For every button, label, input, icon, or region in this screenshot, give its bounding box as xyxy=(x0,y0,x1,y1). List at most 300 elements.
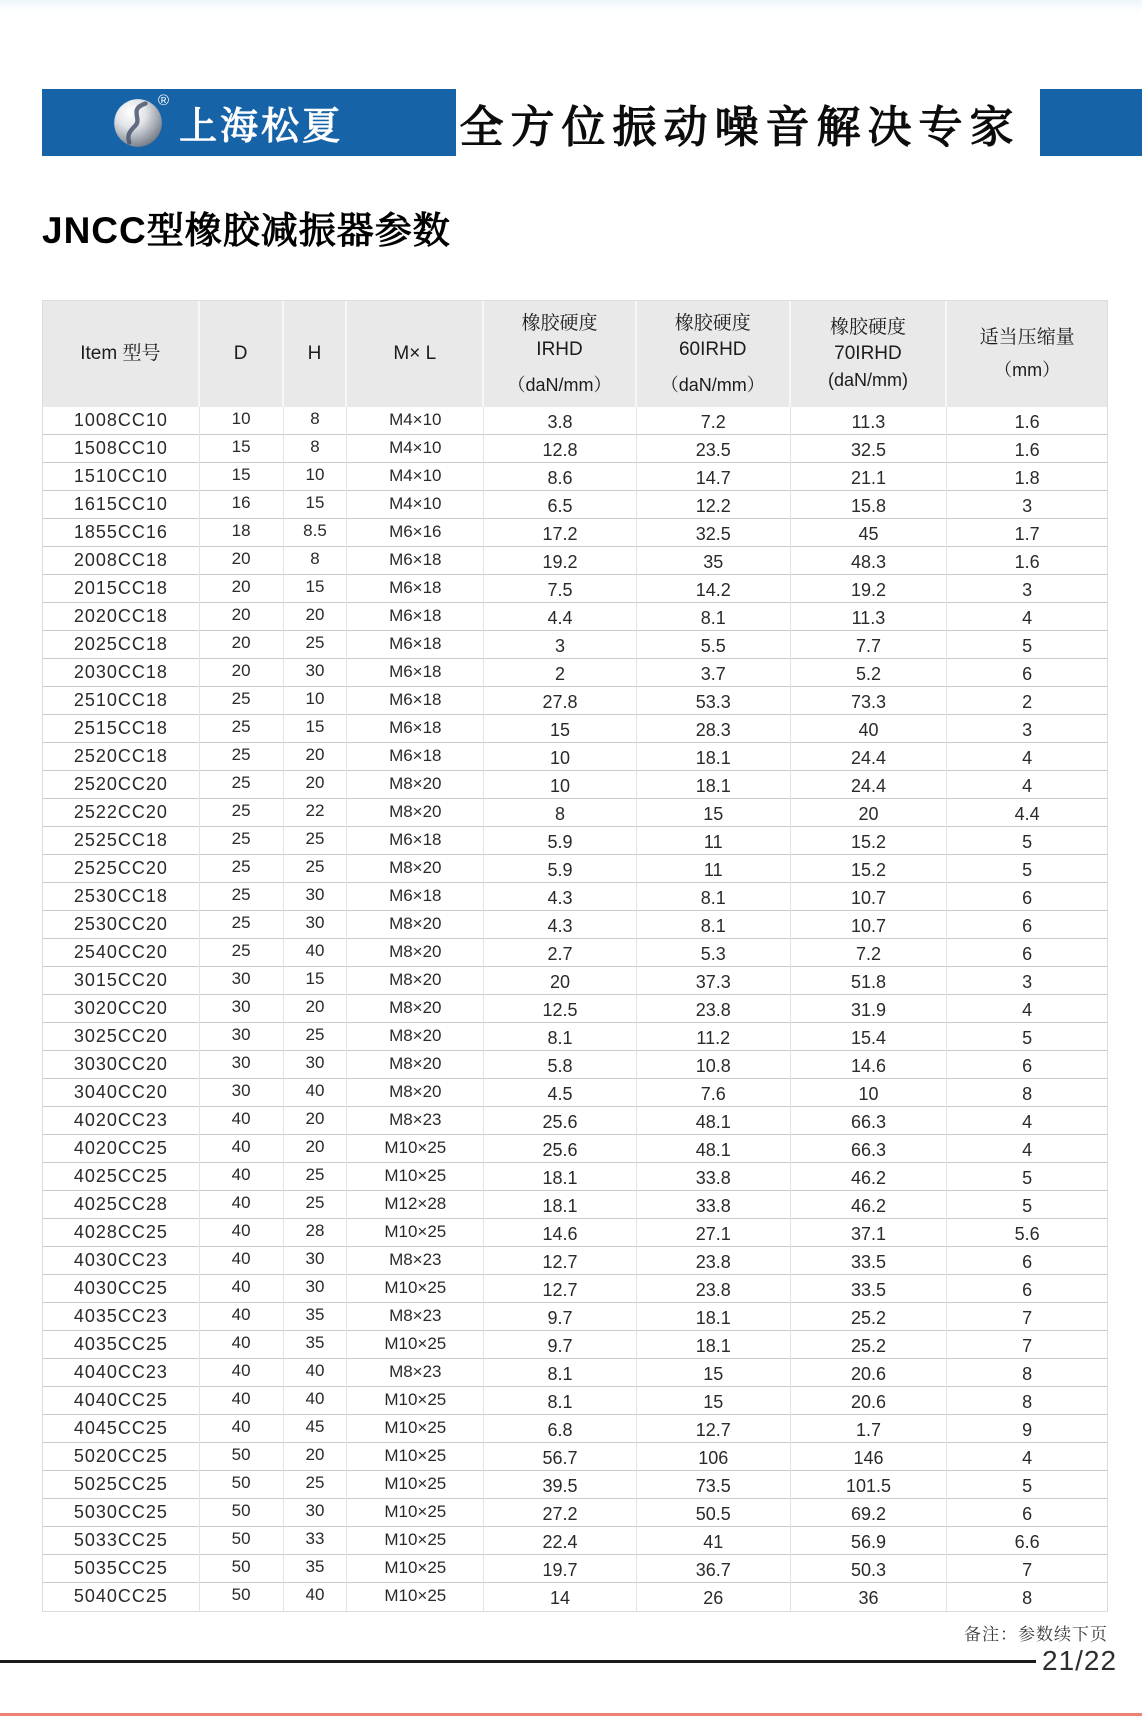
table-cell: 10.7 xyxy=(791,883,948,911)
table-row xyxy=(43,1107,1107,1135)
table-cell: M8×20 xyxy=(347,799,484,827)
table-cell: 25 xyxy=(200,911,284,939)
table-row xyxy=(43,603,1107,631)
table-cell: 40 xyxy=(200,1387,284,1415)
table-cell: 22.4 xyxy=(484,1527,637,1555)
table-cell: 40 xyxy=(284,1387,348,1415)
table-body xyxy=(43,407,1107,1611)
table-cell: 8 xyxy=(1022,1392,1033,1412)
table-cell: 20 xyxy=(200,631,284,659)
table-cell: 14.6 xyxy=(791,1051,948,1079)
table-cell: 30 xyxy=(200,967,284,995)
table-cell: 3025CC20 xyxy=(43,1023,200,1051)
table-cell: 15 xyxy=(284,575,348,603)
header-right-accent-block xyxy=(1040,89,1142,156)
table-cell: 8 xyxy=(284,435,348,463)
table-cell: 15.8 xyxy=(791,491,948,519)
table-cell: 4040CC25 xyxy=(43,1387,200,1415)
table-cell: M8×20 xyxy=(347,771,484,799)
table-cell: 5 xyxy=(1022,832,1033,852)
table-cell: 27.2 xyxy=(484,1499,637,1527)
table-cell: 20 xyxy=(200,575,284,603)
table-cell: 23.8 xyxy=(637,1247,791,1275)
table-cell: 30 xyxy=(284,1247,348,1275)
table-cell: 46.2 xyxy=(791,1191,948,1219)
table-cell: 33.8 xyxy=(637,1191,791,1219)
table-row xyxy=(43,1163,1107,1191)
table-cell: 2525CC20 xyxy=(43,855,200,883)
table-cell: 25 xyxy=(284,1471,348,1499)
table-cell: 4020CC23 xyxy=(43,1107,200,1135)
table-cell: 11 xyxy=(637,827,791,855)
table-cell: 5.8 xyxy=(484,1051,637,1079)
table-cell: 3 xyxy=(1022,580,1033,600)
table-cell: 40 xyxy=(284,1583,348,1611)
table-cell: 20 xyxy=(200,659,284,687)
table-cell: 40 xyxy=(284,1079,348,1107)
table-cell: 11.3 xyxy=(791,407,948,435)
table-cell: 22 xyxy=(284,799,348,827)
table-cell: 30 xyxy=(284,911,348,939)
table-cell: 4035CC25 xyxy=(43,1331,200,1359)
table-cell: 15 xyxy=(637,799,791,827)
table-cell: 40 xyxy=(200,1135,284,1163)
table-cell: 5 xyxy=(1022,1196,1033,1216)
table-cell: 32.5 xyxy=(637,519,791,547)
table-cell: 16 xyxy=(200,491,284,519)
table-cell: 2520CC18 xyxy=(43,743,200,771)
table-row xyxy=(43,1387,1107,1415)
table-cell: M8×23 xyxy=(347,1303,484,1331)
table-row xyxy=(43,1135,1107,1163)
table-cell: 5033CC25 xyxy=(43,1527,200,1555)
table-cell: 5.6 xyxy=(1014,1224,1040,1244)
table-cell: 27.1 xyxy=(637,1219,791,1247)
table-cell: 15 xyxy=(284,715,348,743)
table-cell: 40 xyxy=(200,1303,284,1331)
table-cell: 3015CC20 xyxy=(43,967,200,995)
table-cell: 12.7 xyxy=(484,1275,637,1303)
table-cell: 28.3 xyxy=(637,715,791,743)
table-cell: 7.5 xyxy=(484,575,637,603)
table-cell: 3 xyxy=(1022,720,1033,740)
table-cell: 10.7 xyxy=(791,911,948,939)
table-cell: 6 xyxy=(1022,664,1033,684)
table-cell: 25 xyxy=(200,939,284,967)
table-cell: 4 xyxy=(1022,1140,1033,1160)
table-cell: 20 xyxy=(200,547,284,575)
table-cell: 41 xyxy=(637,1527,791,1555)
table-cell: 7 xyxy=(1022,1308,1033,1328)
table-cell: 2522CC20 xyxy=(43,799,200,827)
table-cell: 20 xyxy=(284,995,348,1023)
table-cell: 5.3 xyxy=(637,939,791,967)
table-cell: 25 xyxy=(284,855,348,883)
table-cell: M8×20 xyxy=(347,939,484,967)
table-cell: 25.6 xyxy=(484,1107,637,1135)
table-cell: 5 xyxy=(1022,1476,1033,1496)
table-row xyxy=(43,1359,1107,1387)
table-cell: 4 xyxy=(1022,1000,1033,1020)
table-cell: 20 xyxy=(284,1135,348,1163)
table-cell: 1615CC10 xyxy=(43,491,200,519)
table-cell: 25 xyxy=(200,687,284,715)
table-cell: 4030CC25 xyxy=(43,1275,200,1303)
table-cell: 7 xyxy=(1022,1560,1033,1580)
table-cell: 12.7 xyxy=(484,1247,637,1275)
table-cell: 1.6 xyxy=(1014,440,1040,460)
table-cell: 20.6 xyxy=(791,1359,948,1387)
table-cell: 37.3 xyxy=(637,967,791,995)
table-row xyxy=(43,1331,1107,1359)
table-cell: 2025CC18 xyxy=(43,631,200,659)
table-cell: M10×25 xyxy=(347,1135,484,1163)
top-tint-strip xyxy=(0,0,1142,16)
table-row xyxy=(43,911,1107,939)
table-cell: 8.1 xyxy=(637,883,791,911)
table-cell: 20 xyxy=(284,743,348,771)
table-cell: 25 xyxy=(200,771,284,799)
table-cell: 11 xyxy=(637,855,791,883)
table-cell: 15.2 xyxy=(791,827,948,855)
table-cell: 7.7 xyxy=(791,631,948,659)
table-cell: 18.1 xyxy=(637,771,791,799)
table-cell: 40 xyxy=(200,1247,284,1275)
table-cell: 3020CC20 xyxy=(43,995,200,1023)
table-row xyxy=(43,1555,1107,1583)
table-cell: 5025CC25 xyxy=(43,1471,200,1499)
table-cell: 23.8 xyxy=(637,995,791,1023)
table-cell: 2030CC18 xyxy=(43,659,200,687)
table-cell: 37.1 xyxy=(791,1219,948,1247)
table-cell: 2530CC18 xyxy=(43,883,200,911)
column-header: Item 型号 xyxy=(43,301,200,407)
footer-rule xyxy=(0,1660,1036,1663)
table-cell: M10×25 xyxy=(347,1555,484,1583)
table-cell: 4040CC23 xyxy=(43,1359,200,1387)
table-cell: 8.5 xyxy=(284,519,348,547)
table-cell: 10.8 xyxy=(637,1051,791,1079)
table-cell: 66.3 xyxy=(791,1135,948,1163)
table-cell: 53.3 xyxy=(637,687,791,715)
page-number: 21/22 xyxy=(1042,1645,1118,1676)
bottom-accent-line xyxy=(0,1713,1142,1716)
table-cell: 35 xyxy=(284,1331,348,1359)
table-cell: 25 xyxy=(200,715,284,743)
table-cell: 15 xyxy=(200,435,284,463)
table-cell: 5030CC25 xyxy=(43,1499,200,1527)
table-cell: 8 xyxy=(1022,1084,1033,1104)
table-cell: 27.8 xyxy=(484,687,637,715)
table-cell: M6×18 xyxy=(347,547,484,575)
table-cell: 15 xyxy=(637,1359,791,1387)
table-cell: 5 xyxy=(1022,1168,1033,1188)
table-cell: 12.2 xyxy=(637,491,791,519)
table-cell: 10 xyxy=(791,1079,948,1107)
table-cell: 8.1 xyxy=(637,603,791,631)
table-cell: 5020CC25 xyxy=(43,1443,200,1471)
table-cell: 4 xyxy=(1022,608,1033,628)
table-cell: 20 xyxy=(284,1107,348,1135)
table-row xyxy=(43,995,1107,1023)
table-cell: 9.7 xyxy=(484,1303,637,1331)
table-cell: 2008CC18 xyxy=(43,547,200,575)
table-cell: 8.6 xyxy=(484,463,637,491)
table-cell: M8×20 xyxy=(347,1051,484,1079)
table-cell: 6.5 xyxy=(484,491,637,519)
table-cell: 6 xyxy=(1022,1504,1033,1524)
table-cell: 26 xyxy=(637,1583,791,1611)
table-cell: M8×20 xyxy=(347,995,484,1023)
table-row xyxy=(43,575,1107,603)
table-cell: 7 xyxy=(1022,1336,1033,1356)
table-row xyxy=(43,771,1107,799)
table-cell: 10 xyxy=(484,771,637,799)
table-cell: 4.4 xyxy=(484,603,637,631)
table-cell: 1.8 xyxy=(1014,468,1040,488)
table-cell: 48.3 xyxy=(791,547,948,575)
table-cell: M6×18 xyxy=(347,631,484,659)
table-cell: M6×18 xyxy=(347,715,484,743)
table-cell: 40 xyxy=(200,1275,284,1303)
table-row xyxy=(43,1191,1107,1219)
table-cell: 30 xyxy=(200,1079,284,1107)
table-cell: 5.9 xyxy=(484,855,637,883)
table-cell: M10×25 xyxy=(347,1415,484,1443)
table-cell: 3 xyxy=(1022,972,1033,992)
table-cell: 73.3 xyxy=(791,687,948,715)
table-cell: 17.2 xyxy=(484,519,637,547)
table-cell: 24.4 xyxy=(791,771,948,799)
table-cell: M10×25 xyxy=(347,1163,484,1191)
table-cell: M10×25 xyxy=(347,1471,484,1499)
table-cell: M6×18 xyxy=(347,883,484,911)
table-cell: 5040CC25 xyxy=(43,1583,200,1611)
table-cell: 51.8 xyxy=(791,967,948,995)
table-cell: 1855CC16 xyxy=(43,519,200,547)
table-cell: M10×25 xyxy=(347,1219,484,1247)
table-cell: M10×25 xyxy=(347,1275,484,1303)
table-cell: 12.8 xyxy=(484,435,637,463)
table-cell: 20 xyxy=(284,1443,348,1471)
table-cell: 6 xyxy=(1022,1280,1033,1300)
table-cell: 1008CC10 xyxy=(43,407,200,435)
table-row xyxy=(43,491,1107,519)
table-cell: M10×25 xyxy=(347,1583,484,1611)
table-cell: M10×25 xyxy=(347,1387,484,1415)
table-cell: 14 xyxy=(484,1583,637,1611)
table-cell: 1.6 xyxy=(1014,412,1040,432)
table-cell: 8.1 xyxy=(637,911,791,939)
table-cell: 4 xyxy=(1022,1448,1033,1468)
table-cell: 50.3 xyxy=(791,1555,948,1583)
table-row xyxy=(43,967,1107,995)
table-cell: 50 xyxy=(200,1555,284,1583)
table-row xyxy=(43,463,1107,491)
table-row xyxy=(43,1079,1107,1107)
table-cell: M6×16 xyxy=(347,519,484,547)
table-cell: 14.2 xyxy=(637,575,791,603)
table-row xyxy=(43,687,1107,715)
table-cell: 4 xyxy=(1022,1112,1033,1132)
table-row xyxy=(43,1583,1107,1611)
table-cell: 8 xyxy=(284,547,348,575)
table-cell: M8×20 xyxy=(347,1079,484,1107)
table-cell: 8 xyxy=(1022,1364,1033,1384)
table-cell: 9 xyxy=(1022,1420,1033,1440)
table-cell: 1510CC10 xyxy=(43,463,200,491)
table-cell: 25 xyxy=(200,743,284,771)
table-cell: 5.9 xyxy=(484,827,637,855)
table-cell: 6 xyxy=(1022,1056,1033,1076)
table-cell: 30 xyxy=(284,1499,348,1527)
table-cell: 101.5 xyxy=(791,1471,948,1499)
songxia-sphere-logo-icon xyxy=(112,97,164,149)
table-cell: 7.2 xyxy=(637,407,791,435)
table-cell: 15.2 xyxy=(791,855,948,883)
table-cell: M4×10 xyxy=(347,491,484,519)
table-row xyxy=(43,1443,1107,1471)
table-cell: 25.2 xyxy=(791,1303,948,1331)
table-cell: 48.1 xyxy=(637,1107,791,1135)
table-row xyxy=(43,939,1107,967)
brand-logo-box xyxy=(42,89,456,156)
table-cell: M6×18 xyxy=(347,827,484,855)
table-row xyxy=(43,1471,1107,1499)
table-cell: 1.7 xyxy=(791,1415,948,1443)
table-row xyxy=(43,519,1107,547)
table-cell: 33.5 xyxy=(791,1275,948,1303)
table-cell: 33.5 xyxy=(791,1247,948,1275)
table-cell: 4045CC25 xyxy=(43,1415,200,1443)
table-cell: 20 xyxy=(484,967,637,995)
table-cell: 25 xyxy=(200,855,284,883)
table-cell: 20 xyxy=(284,603,348,631)
table-cell: 4025CC28 xyxy=(43,1191,200,1219)
table-cell: 50 xyxy=(200,1471,284,1499)
table-cell: 30 xyxy=(284,883,348,911)
table-cell: 45 xyxy=(791,519,948,547)
table-cell: 66.3 xyxy=(791,1107,948,1135)
table-cell: 8 xyxy=(484,799,637,827)
table-cell: 2 xyxy=(484,659,637,687)
table-cell: 20 xyxy=(791,799,948,827)
table-cell: 6.8 xyxy=(484,1415,637,1443)
table-cell: 18.1 xyxy=(637,1303,791,1331)
table-cell: M10×25 xyxy=(347,1331,484,1359)
table-cell: M10×25 xyxy=(347,1499,484,1527)
table-cell: 5 xyxy=(1022,1028,1033,1048)
table-cell: 24.4 xyxy=(791,743,948,771)
table-cell: 6 xyxy=(1022,1252,1033,1272)
table-cell: M8×23 xyxy=(347,1107,484,1135)
column-header: 橡胶硬度 IRHD （daN/mm） xyxy=(484,301,637,407)
column-header: H xyxy=(284,301,348,407)
table-cell: 19.2 xyxy=(484,547,637,575)
table-cell: 30 xyxy=(200,995,284,1023)
table-cell: 2540CC20 xyxy=(43,939,200,967)
table-row xyxy=(43,1247,1107,1275)
table-cell: 1.7 xyxy=(1014,524,1040,544)
table-row xyxy=(43,1051,1107,1079)
table-cell: 23.8 xyxy=(637,1275,791,1303)
table-cell: 106 xyxy=(637,1443,791,1471)
table-cell: 2525CC18 xyxy=(43,827,200,855)
table-row xyxy=(43,407,1107,435)
column-header: 橡胶硬度 60IRHD （daN/mm） xyxy=(637,301,791,407)
table-cell: 40 xyxy=(200,1191,284,1219)
table-cell: M6×18 xyxy=(347,603,484,631)
table-cell: M12×28 xyxy=(347,1191,484,1219)
table-row xyxy=(43,799,1107,827)
table-cell: 4035CC23 xyxy=(43,1303,200,1331)
brand-tagline: 全方位振动噪音解决专家 xyxy=(459,102,1021,152)
table-cell: 18.1 xyxy=(484,1163,637,1191)
table-cell: M8×23 xyxy=(347,1359,484,1387)
table-cell: 6 xyxy=(1022,888,1033,908)
table-cell: 15 xyxy=(200,463,284,491)
table-cell: 46.2 xyxy=(791,1163,948,1191)
table-cell: 39.5 xyxy=(484,1471,637,1499)
table-cell: 45 xyxy=(284,1415,348,1443)
table-cell: 2530CC20 xyxy=(43,911,200,939)
table-cell: 3.8 xyxy=(484,407,637,435)
table-cell: 56.9 xyxy=(791,1527,948,1555)
table-cell: 2515CC18 xyxy=(43,715,200,743)
table-cell: 5.5 xyxy=(637,631,791,659)
table-row xyxy=(43,715,1107,743)
table-cell: 21.1 xyxy=(791,463,948,491)
table-cell: 4.5 xyxy=(484,1079,637,1107)
table-cell: 19.7 xyxy=(484,1555,637,1583)
table-row xyxy=(43,435,1107,463)
table-cell: 50 xyxy=(200,1499,284,1527)
table-cell: 33.8 xyxy=(637,1163,791,1191)
table-cell: 4028CC25 xyxy=(43,1219,200,1247)
column-header: D xyxy=(200,301,284,407)
table-cell: 5.2 xyxy=(791,659,948,687)
table-cell: 25.2 xyxy=(791,1331,948,1359)
table-cell: 10 xyxy=(484,743,637,771)
table-row xyxy=(43,1415,1107,1443)
table-cell: 30 xyxy=(284,1051,348,1079)
table-cell: 30 xyxy=(200,1023,284,1051)
table-cell: 73.5 xyxy=(637,1471,791,1499)
table-cell: M6×18 xyxy=(347,575,484,603)
table-cell: 25 xyxy=(200,827,284,855)
table-cell: 8.1 xyxy=(484,1387,637,1415)
table-cell: 146 xyxy=(791,1443,948,1471)
table-cell: 9.7 xyxy=(484,1331,637,1359)
table-cell: M6×18 xyxy=(347,743,484,771)
table-cell: 12.5 xyxy=(484,995,637,1023)
table-cell: 4.3 xyxy=(484,883,637,911)
table-cell: 8.1 xyxy=(484,1023,637,1051)
table-cell: 69.2 xyxy=(791,1499,948,1527)
column-header: M× L xyxy=(347,301,484,407)
table-cell: 5 xyxy=(1022,860,1033,880)
table-cell: 31.9 xyxy=(791,995,948,1023)
table-cell: 25 xyxy=(200,883,284,911)
column-header: 适当压缩量 （mm） xyxy=(979,327,1075,380)
table-cell: 18 xyxy=(200,519,284,547)
table-cell: 14.6 xyxy=(484,1219,637,1247)
table-cell: 18.1 xyxy=(484,1191,637,1219)
table-cell: 32.5 xyxy=(791,435,948,463)
table-cell: 25 xyxy=(284,1191,348,1219)
table-cell: 28 xyxy=(284,1219,348,1247)
table-cell: 11.2 xyxy=(637,1023,791,1051)
